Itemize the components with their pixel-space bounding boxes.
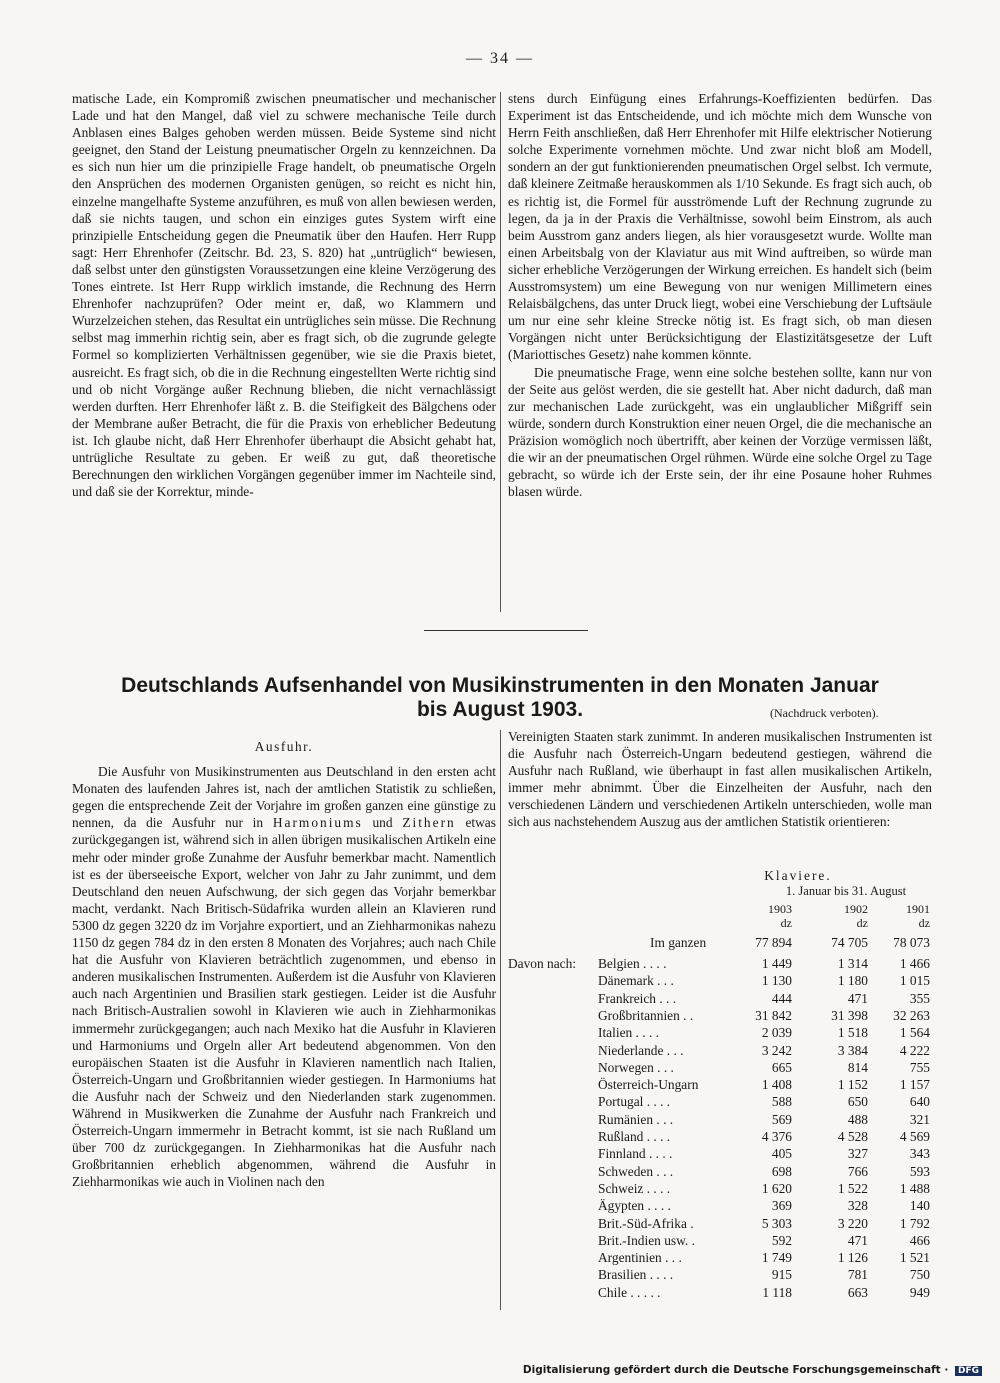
- value: 31 842: [755, 1007, 792, 1023]
- value: 593: [909, 1163, 930, 1179]
- value: 444: [771, 990, 792, 1006]
- column-divider: [500, 730, 501, 1310]
- value: 31 398: [831, 1007, 868, 1023]
- value: 2 039: [761, 1025, 792, 1041]
- value-1902: 74 705: [831, 935, 868, 950]
- value: 3 220: [837, 1215, 868, 1231]
- year-header-1903: [732, 902, 792, 930]
- column-divider: [500, 92, 501, 612]
- value: 140: [909, 1198, 930, 1214]
- value: 750: [909, 1267, 930, 1283]
- value: 321: [909, 1111, 930, 1127]
- country: Brit.-Süd-Afrika .: [598, 1215, 694, 1231]
- value-1903: 77 894: [755, 935, 792, 950]
- country: Ägypten . . . .: [598, 1198, 671, 1214]
- value: 640: [909, 1094, 930, 1110]
- country: Portugal . . . .: [598, 1094, 671, 1110]
- table-period: 1. Januar bis 31. August: [785, 884, 907, 898]
- paragraph: stens durch Einfügung eines Erfahrungs-Koeffizienten bedürfen. Das Experiment ist das Entscheidende, und ich möchte mich dem Wunsche von Herrn Feith anschließen, daß Herr Ehrenhofer mit Hilfe elektrischer Notierung solche Experimente vornehmen möchte. Und zwar nicht bloß am Modell, sondern an der gut funktionierenden pneumatischen Orgel selbst. Ich vermute, daß kleinere Zeitmaße herauskommen als 1/10 Sekunde. Es fragt sich auch, ob es richtig ist, die Formel für ausströmende Luft der Rechnung zugrunde zu legen, da ja in der Praxis die Verhältnisse, sowohl beim Einstrom, als auch beim Ausstrom ganz anders liegen, als hier vorausgesetzt wurde. Wollte man einen Arbeitsbalg von der Klaviatur aus mit Wind auftreiben, so würde man sicher erhebliche Verzögerungen der Wirkung erreichen. Es handelt sich (beim Ausstromsystem) um eine Bewegung von nur wenigen Millimetern eines Relaisbälgchens, das unter Druck liegt, wobei eine Verschiebung der Luftsäule um nur eine sehr kleine Strecke nötig ist. Es fragt sich, ob man diesen Vorgängen nicht unter Berücksichtigung der Elastizitätsgesetze der Luft (Mariottisches Gesetz) nahe kommen könnte.: [508, 91, 932, 363]
- value: 327: [847, 1146, 868, 1162]
- table-title: Klaviere.: [764, 868, 832, 883]
- column-4: [508, 728, 932, 831]
- footer: Digitalisierung gefördert durch die Deutsche Forschungsgemeinschaft · DFG: [523, 1364, 982, 1376]
- value: 781: [847, 1267, 868, 1283]
- value: 4 376: [761, 1129, 792, 1144]
- table-row: [508, 955, 938, 972]
- total-label: Im ganzen: [650, 935, 707, 950]
- value: 32 263: [893, 1007, 930, 1023]
- table-row: [508, 1024, 938, 1041]
- value: 588: [771, 1094, 792, 1110]
- country: Brasilien . . . .: [598, 1267, 674, 1283]
- column-2: [508, 90, 932, 500]
- country: Dänemark . . .: [598, 973, 674, 989]
- value: 698: [771, 1163, 792, 1179]
- country: Österreich-Ungarn: [598, 1077, 699, 1093]
- value: 4 222: [899, 1042, 930, 1058]
- country: Rumänien . . .: [598, 1111, 674, 1127]
- paragraph: matische Lade, ein Kompromiß zwischen pneumatischer und mechanischer Lade und hat den Mangel, daß viel zu schwere mechanische Teile durch Anblasen eines Balges gehoben werden müssen. Beide Systeme sind nicht geeignet, den Stand der Leistung pneumatischer Orgeln zu kennzeichnen. Da es sich nun hier um die prinzipielle Frage handelt, ob pneumatische Orgeln den Ansprüchen des modernen Organisten genügen, so reicht es nicht hin, einzelne mangelhafte Systeme anzuführen, es muß von allen bewiesen werden, daß sie nichts taugen, und schon ein einziges gutes System wirft eine prinzipielle Entscheidung gegen die Pneumatik über den Haufen. Herr Rupp sagt: Herr Ehrenhofer (Zeitschr. Bd. 23, S. 820) hat „untrüglich“ bewiesen, daß selbst unter den günstigsten Voraussetzungen eine kleine Verzögerung des Tones eintrete. Ist Herr Rupp wirklich imstande, die Rechnung des Herrn Ehrenhofer nachzuprüfen? Oder meint er, daß, wo Klammern und Wurzelzeichen stehen, das Resultat ein untrügliches sein müsse. Die Rechnung selbst mag immerhin richtig sein, aber es fragt sich, ob die zugrunde gelegte Formel so komplizierten Verhältnissen gegenüber, wie sie die Praxis bietet, ausreicht. Es fragt sich, ob die in die Rechnung eingestellten Werte richtig sind und ob nicht Vorgänge außer Rechnung blieben, die nicht vernachlässigt werden durften. Herr Ehrenhofer läßt z. B. die Steifigkeit des Bälgchens oder der Membrane außer Betracht, die für die Praxis von erheblicher Bedeutung ist. Ich glaube nicht, daß Herr Ehrenhofer überhaupt die Absicht gehabt hat, untrügliche Resultate zu geben. Er weiß zu gut, daß theoretische Berechnungen den wirklichen Vorgängen gegenüber immer im Nachteile sind, und daß sie der Korrektur, minde-: [72, 91, 496, 500]
- table-row: [508, 1180, 938, 1197]
- value: 663: [847, 1284, 868, 1300]
- paragraph: Die pneumatische Frage, wenn eine solche bestehen sollte, kann nur von der Seite aus gelöst werden, die sie gestellt hat. Aber nicht dadurch, daß man zur mechanischen Lade zurückgeht, was ein unglaublicher Mißgriff sein würde, sondern durch Konstruktion einer neuen Orgel, die die mechanische an Präzision womöglich noch übertrifft, aber keinen der Vorzüge vermissen läßt, die wir an der pneumatischen Orgel rühmen. Würde eine solche Orgel zu Tage gebracht, so würde ich der Erste sein, der ihr eine Posaune hoher Ruhmes blasen würde.: [508, 364, 932, 500]
- country: Rußland . . . .: [598, 1129, 671, 1144]
- unit: dz: [780, 916, 792, 930]
- value: 343: [909, 1146, 930, 1162]
- value: 1 522: [837, 1180, 868, 1196]
- value: 488: [847, 1111, 868, 1127]
- table-row: [508, 990, 938, 1007]
- page-number: — 34 —: [466, 50, 534, 67]
- value: 405: [771, 1146, 792, 1162]
- value: 1 564: [899, 1025, 930, 1041]
- value: 1 749: [761, 1250, 792, 1266]
- value: 369: [771, 1198, 792, 1214]
- reprint-note: (Nachdruck verboten).: [770, 706, 879, 720]
- value: 466: [909, 1232, 930, 1248]
- value: 4 528: [837, 1129, 868, 1144]
- value: 1 620: [761, 1180, 792, 1196]
- table-row: [508, 1042, 938, 1059]
- year: 1903: [768, 902, 792, 916]
- value: 665: [771, 1059, 792, 1075]
- country: Schweden . . .: [598, 1163, 674, 1179]
- table-row: [508, 1197, 938, 1214]
- value: 1 130: [761, 973, 792, 989]
- value: 1 126: [837, 1250, 868, 1266]
- table-row: [508, 1076, 938, 1093]
- value: 471: [847, 1232, 868, 1248]
- section-rule: [424, 630, 588, 631]
- country: Finnland . . . .: [598, 1146, 673, 1162]
- country: Niederlande . . .: [598, 1042, 684, 1058]
- country: Schweiz . . . .: [598, 1180, 671, 1196]
- column-3: [72, 738, 496, 1190]
- table-row: [508, 1284, 938, 1301]
- value: 5 303: [761, 1215, 792, 1231]
- value: 1 118: [762, 1284, 792, 1300]
- column-1: [72, 90, 496, 500]
- value: 1 157: [899, 1077, 930, 1093]
- country: Italien . . . .: [598, 1025, 659, 1041]
- value: 471: [847, 990, 868, 1006]
- value: 1 152: [837, 1077, 868, 1093]
- value: 1 792: [899, 1215, 930, 1231]
- value: 4 569: [899, 1129, 930, 1144]
- country: Chile . . . . .: [598, 1284, 661, 1300]
- value: 1 466: [899, 956, 930, 971]
- article-title-line-2: bis August 1903.: [416, 698, 584, 721]
- table-row: [508, 1266, 938, 1283]
- total-row: [508, 934, 938, 951]
- table-row: [508, 1093, 938, 1110]
- value: 755: [909, 1059, 930, 1075]
- value: 915: [771, 1267, 792, 1283]
- unit: dz: [918, 916, 930, 930]
- emphasized-word: Zithern: [402, 815, 456, 831]
- value: 1 449: [761, 956, 792, 971]
- table-row: [508, 1111, 938, 1128]
- value-1901: 78 073: [893, 935, 930, 950]
- value: 569: [771, 1111, 792, 1127]
- footer-text: Digitalisierung gefördert durch die Deutsche Forschungsgemeinschaft: [522, 1364, 941, 1376]
- country: Norwegen . . .: [598, 1059, 674, 1075]
- value: 1 518: [837, 1025, 868, 1041]
- table-row: [508, 1249, 938, 1266]
- value: 1 015: [899, 973, 930, 989]
- year: 1901: [906, 902, 930, 916]
- country: Belgien . . . .: [598, 956, 667, 971]
- country: Großbritannien . .: [598, 1007, 694, 1023]
- dfg-logo: DFG: [955, 1366, 982, 1376]
- country: Brit.-Indien usw. .: [598, 1232, 695, 1248]
- value: 1 488: [899, 1180, 930, 1196]
- value: 355: [909, 990, 930, 1006]
- value: 766: [847, 1163, 868, 1179]
- table-row: [508, 1059, 938, 1076]
- value: 1 408: [761, 1077, 792, 1093]
- table-row: [508, 1128, 938, 1145]
- text-run: Die Ausfuhr von Musikinstrumenten aus Deutschland in den ersten acht Monaten des laufenden Jahres ist, nach der amtlichen Statistik zu schließen, gegen die entsprechende Zeit der Vorjahre im großen ganzen eine günstige zu nennen, da die Ausfuhr nur in: [72, 764, 496, 831]
- value: 328: [847, 1198, 868, 1214]
- unit: dz: [856, 916, 868, 930]
- value: 949: [909, 1284, 930, 1300]
- value: 814: [847, 1059, 868, 1075]
- paragraph: [72, 763, 496, 1190]
- year: 1902: [844, 902, 868, 916]
- davon-label: Davon nach:: [508, 956, 577, 971]
- table-row: [508, 972, 938, 989]
- section-heading: Ausfuhr.: [254, 739, 314, 754]
- table-row: [508, 1007, 938, 1024]
- year-header-1901: [870, 902, 930, 930]
- country: Frankreich . . .: [598, 990, 677, 1006]
- text-run: etwas zurückgegangen ist, während sich in allen übrigen musikalischen Artikeln eine mehr oder minder große Zunahme der Ausfuhr bemerkbar macht. Namentlich ist es der überseeische Export, welcher von Jahr zu Jahr zunimmt, und dem Deutschland den neuen Aufschwung, der sich gegen das Vorjahr bemerkbar macht, verdankt. Nach Britisch-Südafrika wurden allein an Klavieren rund 5300 dz gegen 3220 dz im Vorjahre exportiert, und an Ziehharmonikas nahezu 1150 dz gegen 784 dz in den ersten 8 Monaten des Vorjahres; auch nach Chile hat die Ausfuhr von Klavieren beträchtlich zugenommen, und ebenso in anderen musikalischen Instrumenten. Außerdem ist die Ausfuhr von Klavieren auch nach Argentinien und Brasilien stark gestiegen. Leider ist die Ausfuhr nach Britisch-Australien sowohl in Klavieren wie auch in Ziehharmonikas immermehr zurückgegangen; auch nach Mexiko hat die Ausfuhr in Klavieren und Harmoniums und Orgeln aller Art bedeutend abgenommen. Von den europäischen Staaten ist die Ausfuhr in Klavieren namentlich nach Italien, Österreich-Ungarn und Großbritannien wieder gestiegen. In Harmoniums hat die Ausfuhr nach der Schweiz und den Niederlanden stark zugenommen. Während in Musikwerken die Zunahme der Ausfuhr nach Frankreich und Österreich-Ungarn immermehr in Betracht kommt, ist sie nach Rußland um über 700 dz zurückgegangen. In Ziehharmonikas hat die Ausfuhr nach Großbritannien erheblich abgenommen, während die Ausfuhr in Ziehharmonikas wie auch in Violinen nach den: [72, 815, 496, 1190]
- year-header-1902: [808, 902, 868, 930]
- paragraph: Vereinigten Staaten stark zunimmt. In anderen musikalischen Instrumenten ist die Ausfuhr nach Österreich-Ungarn bedeutend gestiegen, während die Ausfuhr nach Rußland, wie überhaupt in fast allen musikalischen Artikeln, immer mehr abnimmt. Über die Einzelheiten der Ausfuhr, nach den verschiedenen Ländern und verschiedenen Artikeln unterschieden, wolle man sich aus nachstehendem Auszug aus der amtlichen Statistik orientieren:: [508, 729, 932, 830]
- value: 3 242: [761, 1042, 792, 1058]
- value: 650: [847, 1094, 868, 1110]
- value: 1 314: [837, 956, 868, 971]
- table-row: [508, 1163, 938, 1180]
- emphasized-word: Harmoniums: [272, 815, 363, 831]
- table-row: [508, 1145, 938, 1162]
- value: 1 521: [899, 1250, 930, 1266]
- table-row: [508, 1232, 938, 1249]
- value: 3 384: [837, 1042, 868, 1058]
- value: 1 180: [837, 973, 868, 989]
- value: 592: [771, 1232, 792, 1248]
- export-table: [508, 868, 938, 1300]
- text-run: und: [372, 815, 393, 831]
- country: Argentinien . . .: [598, 1250, 682, 1266]
- article-title-line-1: Deutschlands Aufsenhandel von Musikinstrumenten in den Monaten Januar: [121, 674, 879, 697]
- table-row: [508, 1215, 938, 1232]
